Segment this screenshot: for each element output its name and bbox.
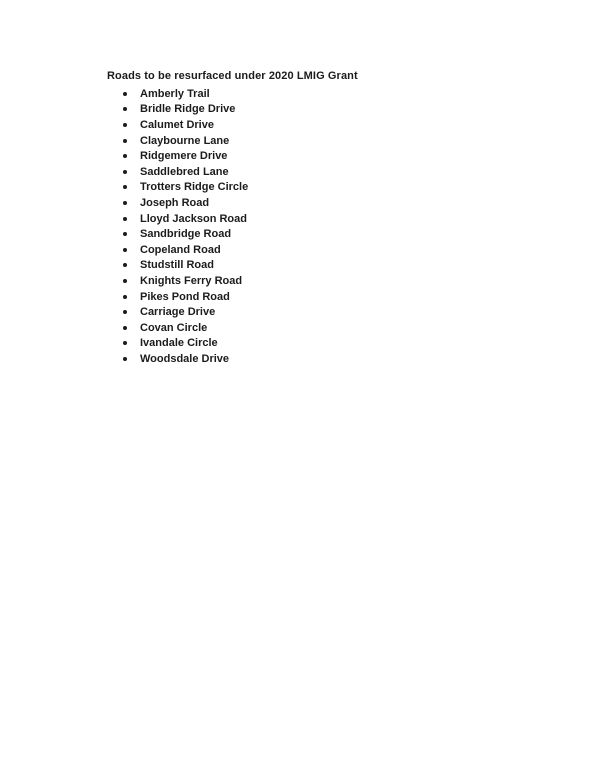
road-name: Claybourne Lane (140, 134, 230, 147)
bullet-icon (123, 279, 127, 283)
list-item (123, 242, 248, 258)
bullet-icon (123, 170, 127, 174)
road-name: Calumet Drive (140, 118, 214, 131)
road-list (123, 86, 248, 367)
list-item (123, 336, 248, 352)
road-name: Carriage Drive (140, 306, 216, 319)
list-item (123, 86, 248, 102)
road-name: Sandbridge Road (140, 228, 232, 241)
bullet-icon (123, 310, 127, 314)
bullet-icon (123, 217, 127, 221)
road-name: Studstill Road (140, 259, 214, 272)
list-item (123, 164, 248, 180)
road-name: Lloyd Jackson Road (140, 212, 247, 225)
road-name: Amberly Trail (140, 87, 210, 100)
bullet-icon (123, 123, 127, 127)
bullet-icon (123, 154, 127, 158)
list-item (123, 320, 248, 336)
road-name: Copeland Road (140, 243, 221, 256)
road-name: Bridle Ridge Drive (140, 103, 236, 116)
bullet-icon (123, 295, 127, 299)
bullet-icon (123, 232, 127, 236)
road-name: Ivandale Circle (140, 337, 218, 350)
road-name: Pikes Pond Road (140, 290, 230, 303)
list-item (123, 102, 248, 118)
bullet-icon (123, 357, 127, 361)
list-item (123, 351, 248, 367)
bullet-icon (123, 201, 127, 205)
road-name: Woodsdale Drive (140, 352, 230, 365)
road-name: Saddlebred Lane (140, 165, 229, 178)
bullet-icon (123, 326, 127, 330)
list-item (123, 289, 248, 305)
list-item (123, 258, 248, 274)
bullet-icon (123, 341, 127, 345)
list-item (123, 211, 248, 227)
list-item (123, 117, 248, 133)
bullet-icon (123, 248, 127, 252)
road-name: Knights Ferry Road (140, 274, 243, 287)
bullet-icon (123, 139, 127, 143)
road-name: Covan Circle (140, 321, 208, 334)
bullet-icon (123, 92, 127, 96)
bullet-icon (123, 107, 127, 111)
road-name: Trotters Ridge Circle (140, 181, 249, 194)
bullet-icon (123, 263, 127, 267)
list-item (123, 273, 248, 289)
list-item (123, 226, 248, 242)
list-item (123, 304, 248, 320)
page-title: Roads to be resurfaced under 2020 LMIG Grant (107, 70, 358, 82)
road-name: Ridgemere Drive (140, 150, 228, 163)
bullet-icon (123, 185, 127, 189)
list-item (123, 133, 248, 149)
list-item (123, 148, 248, 164)
list-item (123, 195, 248, 211)
road-name: Joseph Road (140, 196, 210, 209)
list-item (123, 180, 248, 196)
